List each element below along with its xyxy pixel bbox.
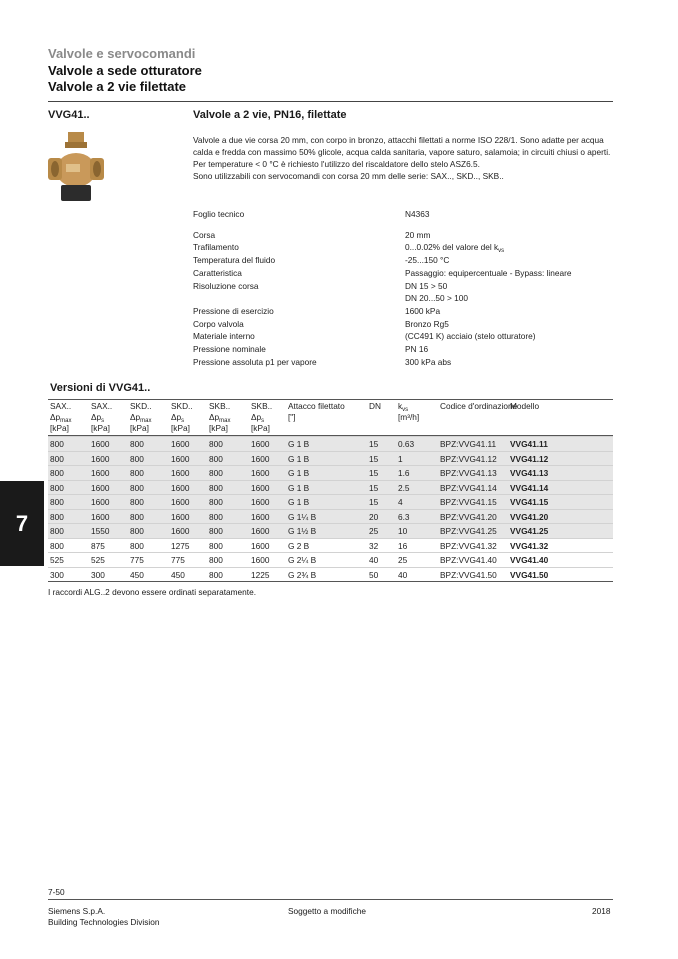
table-cell: 800 xyxy=(130,439,144,449)
table-cell: 1.6 xyxy=(398,468,410,478)
table-row xyxy=(48,523,613,538)
table-cell: 40 xyxy=(398,569,408,580)
table-cell: 1600 xyxy=(91,511,110,522)
table-cell: 15 xyxy=(369,497,379,507)
table-bottom-rule xyxy=(48,581,613,582)
table-cell: 775 xyxy=(171,555,185,565)
spec-temperature: Temperatura del fluido -25...150 °C xyxy=(193,255,450,265)
table-cell: 1600 xyxy=(91,453,110,464)
page-number: 7-50 xyxy=(48,887,65,897)
spec-stroke: Corsa 20 mm xyxy=(193,230,431,240)
table-cell: 800 xyxy=(50,439,64,449)
table-cell: 1600 xyxy=(171,468,190,478)
table-cell: 800 xyxy=(130,497,144,507)
table-cell: 1600 xyxy=(251,439,270,449)
table-cell: 1225 xyxy=(251,569,270,580)
table-cell: VVG41.15 xyxy=(510,497,549,507)
col-header-dn: DN xyxy=(369,401,381,411)
table-cell: 1600 xyxy=(91,482,110,493)
table-cell: G 2¾ B xyxy=(288,569,317,580)
description-paragraph: Valvole a due vie corsa 20 mm, con corpo in bronzo, attacchi filettati a norme ISO 228/1. Sono adatte per acqua calda e fredda con massimo 50% glicole, acqua calda sanitaria, vapore saturo, salamoia; in circuiti chiusi o aperti. xyxy=(193,135,611,157)
table-cell: 25 xyxy=(369,526,379,536)
table-cell: 16 xyxy=(398,540,408,551)
table-cell: BPZ:VVG41.12 xyxy=(440,453,497,464)
spec-characteristic: Caratteristica Passaggio: equipercentuale - Bypass: lineare xyxy=(193,268,572,278)
table-cell: 1550 xyxy=(91,526,110,536)
table-cell: 40 xyxy=(369,555,379,565)
footer-notice: Soggetto a modifiche xyxy=(288,906,366,916)
table-cell: G 1 B xyxy=(288,482,310,493)
versions-title: Versioni di VVG41.. xyxy=(50,382,151,394)
table-cell: 15 xyxy=(369,482,379,493)
table-cell: BPZ:VVG41.40 xyxy=(440,555,497,565)
table-cell: G 2 B xyxy=(288,540,310,551)
table-note: I raccordi ALG..2 devono essere ordinati separatamente. xyxy=(48,587,257,597)
spec-datasheet: Foglio tecnico N4363 xyxy=(193,209,430,219)
table-cell: VVG41.12 xyxy=(510,453,549,464)
table-cell: 450 xyxy=(171,569,185,580)
col-header-thread: Attacco filettato ["] xyxy=(288,401,345,422)
table-cell: BPZ:VVG41.15 xyxy=(440,497,497,507)
table-cell: 2.5 xyxy=(398,482,410,493)
table-cell: 800 xyxy=(50,497,64,507)
description-paragraph: Per temperature < 0 °C è richiesto l'utilizzo del riscaldatore dello stelo ASZ6.5. xyxy=(193,159,480,169)
table-cell: 6.3 xyxy=(398,511,410,522)
table-cell: 800 xyxy=(209,511,223,522)
table-cell: 0.63 xyxy=(398,439,415,449)
table-cell: 800 xyxy=(209,439,223,449)
col-header-sax-dpmax: SAX.. $\Delta p_{max}$ [kPa] xyxy=(50,401,72,433)
table-cell: 1275 xyxy=(171,540,190,551)
table-cell: 800 xyxy=(209,555,223,565)
table-cell: 450 xyxy=(130,569,144,580)
table-cell: BPZ:VVG41.25 xyxy=(440,526,497,536)
table-cell: 800 xyxy=(209,540,223,551)
table-cell: 800 xyxy=(130,511,144,522)
table-cell: 1600 xyxy=(251,511,270,522)
table-cell: 800 xyxy=(130,468,144,478)
table-cell: 300 xyxy=(50,569,64,580)
table-row xyxy=(48,494,613,509)
footer-division: Building Technologies Division xyxy=(48,917,160,927)
table-cell: 800 xyxy=(50,453,64,464)
table-cell: 1600 xyxy=(251,555,270,565)
table-cell: VVG41.20 xyxy=(510,511,549,522)
table-cell: VVG41.32 xyxy=(510,540,549,551)
table-cell: 25 xyxy=(398,555,408,565)
table-top-rule xyxy=(48,399,613,400)
table-cell: 800 xyxy=(209,453,223,464)
table-cell: 875 xyxy=(91,540,105,551)
table-cell: G 2¼ B xyxy=(288,555,317,565)
table-cell: 1600 xyxy=(251,526,270,536)
table-cell: 1600 xyxy=(251,468,270,478)
table-cell: G 1¼ B xyxy=(288,511,317,522)
table-cell: 1600 xyxy=(171,482,190,493)
table-cell: VVG41.13 xyxy=(510,468,549,478)
table-cell: 800 xyxy=(50,540,64,551)
table-cell: 1600 xyxy=(171,526,190,536)
table-cell: BPZ:VVG41.32 xyxy=(440,540,497,551)
table-cell: VVG41.40 xyxy=(510,555,549,565)
chapter-tab: 7 xyxy=(0,481,44,566)
spec-resolution: Risoluzione corsa DN 15 > 50 xyxy=(193,281,448,291)
table-cell: 300 xyxy=(91,569,105,580)
table-cell: VVG41.14 xyxy=(510,482,549,493)
table-cell: 800 xyxy=(209,497,223,507)
table-cell: BPZ:VVG41.11 xyxy=(440,439,497,449)
table-cell: VVG41.50 xyxy=(510,569,549,580)
table-cell: 15 xyxy=(369,439,379,449)
table-cell: 1600 xyxy=(171,497,190,507)
table-cell: BPZ:VVG41.20 xyxy=(440,511,497,522)
table-cell: BPZ:VVG41.13 xyxy=(440,468,497,478)
table-cell: 1600 xyxy=(251,540,270,551)
table-cell: 1600 xyxy=(91,468,110,478)
table-cell: 800 xyxy=(130,540,144,551)
description-paragraph: Sono utilizzabili con servocomandi con corsa 20 mm delle serie: SAX.., SKD.., SKB.. xyxy=(193,171,504,181)
table-cell: 32 xyxy=(369,540,379,551)
table-cell: 10 xyxy=(398,526,408,536)
spec-leakage: Trafilamento 0...0.02% del valore del $k_{vs}$ xyxy=(193,242,505,254)
table-row xyxy=(48,567,613,582)
col-header-sax-dps: SAX.. $\Delta p_s$ [kPa] xyxy=(91,401,113,433)
table-cell: VVG41.25 xyxy=(510,526,549,536)
table-row xyxy=(48,451,613,466)
table-row xyxy=(48,552,613,567)
col-header-kvs: $k_{vs}$ [m³/h] xyxy=(398,401,420,422)
table-cell: 1600 xyxy=(91,497,110,507)
table-cell: BPZ:VVG41.50 xyxy=(440,569,497,580)
header-category: Valvole e servocomandi xyxy=(48,46,196,61)
table-cell: 1600 xyxy=(171,453,190,464)
header-title-line2: Valvole a 2 vie filettate xyxy=(48,79,187,94)
table-row xyxy=(48,436,613,451)
table-cell: 800 xyxy=(50,468,64,478)
table-cell: 1 xyxy=(398,453,403,464)
col-header-skd-dpmax: SKD.. $\Delta p_{max}$ [kPa] xyxy=(130,401,152,433)
table-cell: 15 xyxy=(369,453,379,464)
table-cell: 800 xyxy=(130,482,144,493)
product-description xyxy=(193,134,615,182)
footer-company: Siemens S.p.A. xyxy=(48,906,106,916)
spec-steam-pressure: Pressione assoluta p1 per vapore 300 kPa abs xyxy=(193,357,452,367)
table-row xyxy=(48,509,613,524)
header-title-line1: Valvole a sede otturatore xyxy=(48,63,202,78)
table-cell: G 1 B xyxy=(288,439,310,449)
table-cell: 800 xyxy=(130,526,144,536)
table-cell: 20 xyxy=(369,511,379,522)
table-row xyxy=(48,480,613,495)
table-cell: 800 xyxy=(209,468,223,478)
table-cell: 1600 xyxy=(171,439,190,449)
col-header-order-code: Codice d'ordinazione xyxy=(440,401,518,411)
spec-valve-body: Corpo valvola Bronzo Rg5 xyxy=(193,319,449,329)
table-row xyxy=(48,465,613,480)
table-cell: G 1½ B xyxy=(288,526,317,536)
col-header-skb-dpmax: SKB.. $\Delta p_{max}$ [kPa] xyxy=(209,401,231,433)
table-cell: 4 xyxy=(398,497,403,507)
table-cell: 1600 xyxy=(251,482,270,493)
table-cell: 800 xyxy=(50,482,64,493)
table-cell: 525 xyxy=(91,555,105,565)
col-header-skd-dps: SKD.. $\Delta p_s$ [kPa] xyxy=(171,401,193,433)
table-cell: G 1 B xyxy=(288,497,310,507)
footer-divider xyxy=(48,899,613,900)
product-code: VVG41.. xyxy=(48,109,90,121)
table-cell: 1600 xyxy=(171,511,190,522)
table-cell: 525 xyxy=(50,555,64,565)
table-cell: 1600 xyxy=(251,453,270,464)
table-cell: 775 xyxy=(130,555,144,565)
product-title: Valvole a 2 vie, PN16, filettate xyxy=(193,109,347,121)
table-cell: 800 xyxy=(209,482,223,493)
table-cell: 800 xyxy=(130,453,144,464)
spec-internal-material: Materiale interno (CC491 K) acciaio (stelo otturatore) xyxy=(193,331,536,341)
table-row xyxy=(48,538,613,553)
table-cell: VVG41.11 xyxy=(510,439,548,449)
table-cell: 15 xyxy=(369,468,379,478)
table-cell: 50 xyxy=(369,569,379,580)
col-header-skb-dps: SKB.. $\Delta p_s$ [kPa] xyxy=(251,401,273,433)
footer-year: 2018 xyxy=(592,906,611,916)
valve-product-image xyxy=(46,130,106,205)
table-cell: G 1 B xyxy=(288,453,310,464)
table-cell: 800 xyxy=(50,511,64,522)
top-divider xyxy=(48,101,613,102)
table-cell: 800 xyxy=(209,569,223,580)
spec-nominal-pressure: Pressione nominale PN 16 xyxy=(193,344,429,354)
col-header-model: Modello xyxy=(510,401,540,411)
table-cell: G 1 B xyxy=(288,468,310,478)
table-cell: 800 xyxy=(209,526,223,536)
table-cell: 800 xyxy=(50,526,64,536)
table-cell: 1600 xyxy=(91,439,110,449)
spec-operating-pressure: Pressione di esercizio 1600 kPa xyxy=(193,306,441,316)
table-cell: 1600 xyxy=(251,497,270,507)
table-cell: BPZ:VVG41.14 xyxy=(440,482,497,493)
